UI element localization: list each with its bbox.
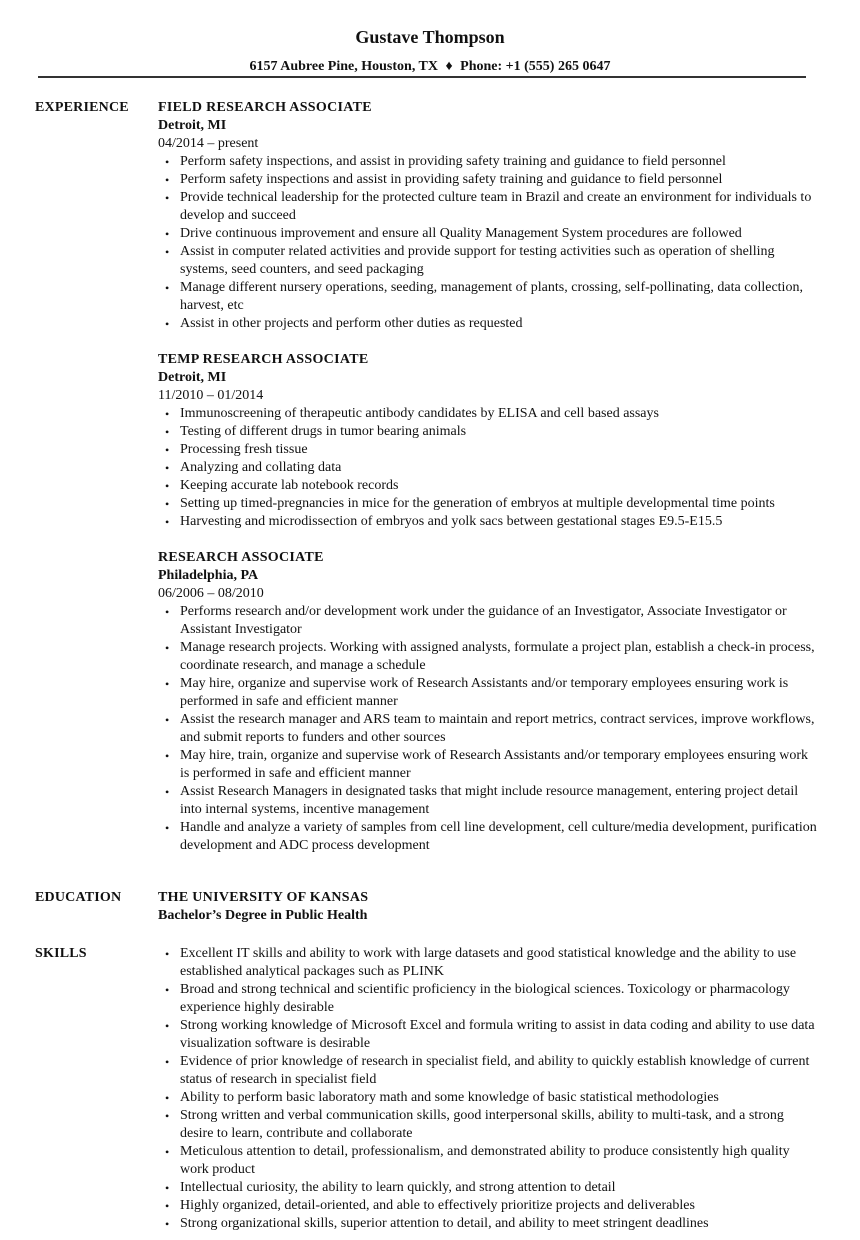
- education-section: [35, 889, 820, 925]
- header-divider: [38, 76, 806, 78]
- section-label-skills: SKILLS: [35, 946, 87, 961]
- job-entry: [158, 351, 820, 531]
- skills-list: [158, 945, 820, 1233]
- job-dates: 06/2006 – 08/2010: [158, 586, 264, 601]
- skill-item: • Strong organizational skills, superior attention to detail, and ability to meet stringent deadlines: [180, 1215, 820, 1233]
- job-location: Detroit, MI: [158, 118, 227, 133]
- job-location: Philadelphia, PA: [158, 568, 259, 583]
- skill-item: • Ability to perform basic laboratory math and some knowledge of basic statistical methodologies: [180, 1089, 820, 1107]
- job-bullets: [158, 603, 820, 855]
- bullet-item: • Immunoscreening of therapeutic antibody candidates by ELISA and cell based assays: [180, 405, 820, 423]
- bullet-item: • Testing of different drugs in tumor bearing animals: [180, 423, 820, 441]
- job-entry: [158, 549, 820, 855]
- bullet-item: • Keeping accurate lab notebook records: [180, 477, 820, 495]
- resume-name: Gustave Thompson: [355, 27, 505, 47]
- education-body: [158, 889, 820, 925]
- bullet-item: • Processing fresh tissue: [180, 441, 820, 459]
- skill-item: • Evidence of prior knowledge of research in specialist field, and ability to quickly establish knowledge of current status of research in specialist field: [180, 1053, 820, 1089]
- skill-item: • Broad and strong technical and scientific proficiency in the biological sciences. Toxicology or pharmacology experience highly desirable: [180, 981, 820, 1017]
- skill-item: • Strong written and verbal communication skills, good interpersonal skills, ability to multi-task, and a strong desire to learn, contribute and collaborate: [180, 1107, 820, 1143]
- contact-line: [0, 58, 860, 76]
- job-location: Detroit, MI: [158, 370, 227, 385]
- experience-body: [158, 99, 820, 855]
- skill-item: • Intellectual curiosity, the ability to learn quickly, and strong attention to detail: [180, 1179, 820, 1197]
- bullet-item: • Drive continuous improvement and ensure all Quality Management System procedures are followed: [180, 225, 820, 243]
- job-title: TEMP RESEARCH ASSOCIATE: [158, 352, 369, 367]
- skills-body: [158, 945, 820, 1233]
- skills-section: [35, 945, 820, 1233]
- bullet-item: • Assist the research manager and ARS team to maintain and report metrics, contract services, improve workflows, and submit reports to funders and other sources: [180, 711, 820, 747]
- job-entry: [158, 99, 820, 333]
- bullet-item: • Assist Research Managers in designated tasks that might include resource management, entering project detail into internal systems, incentive management: [180, 783, 820, 819]
- skill-item: • Highly organized, detail-oriented, and able to effectively prioritize projects and deliverables: [180, 1197, 820, 1215]
- job-dates: 04/2014 – present: [158, 136, 259, 151]
- bullet-item: • Assist in computer related activities and provide support for testing activities such as operation of shelling systems, seed counters, and seed packaging: [180, 243, 820, 279]
- section-label-experience: EXPERIENCE: [35, 100, 129, 115]
- bullet-item: • Manage research projects. Working with assigned analysts, formulate a project plan, establish a check-in process, coordinate research, and manage a schedule: [180, 639, 820, 675]
- bullet-item: • Performs research and/or development work under the guidance of an Investigator, Associate Investigator or Assistant Investigator: [180, 603, 820, 639]
- section-label-education: EDUCATION: [35, 890, 122, 905]
- bullet-item: • May hire, organize and supervise work of Research Assistants and/or temporary employees ensuring work is performed in safe and efficient manner: [180, 675, 820, 711]
- address: 6157 Aubree Pine, Houston, TX: [249, 59, 439, 74]
- bullet-item: • Perform safety inspections and assist in providing safety training and guidance to field personnel: [180, 171, 820, 189]
- phone: Phone: +1 (555) 265 0647: [460, 59, 611, 74]
- degree: Bachelor’s Degree in Public Health: [158, 908, 368, 923]
- skill-item: • Strong working knowledge of Microsoft Excel and formula writing to assist in data coding and ability to use data visualization software is desirable: [180, 1017, 820, 1053]
- school-name: THE UNIVERSITY OF KANSAS: [158, 890, 369, 905]
- experience-section: [35, 99, 820, 873]
- job-dates: 11/2010 – 01/2014: [158, 388, 264, 403]
- job-bullets: [158, 153, 820, 333]
- bullet-item: • Manage different nursery operations, seeding, management of plants, crossing, self-pollinating, data collection, harvest, etc: [180, 279, 820, 315]
- bullet-item: • Handle and analyze a variety of samples from cell line development, cell culture/media development, purification development and ADC process development: [180, 819, 820, 855]
- bullet-item: • Setting up timed-pregnancies in mice for the generation of embryos at multiple developmental time points: [180, 495, 820, 513]
- bullet-item: • Assist in other projects and perform other duties as requested: [180, 315, 820, 333]
- bullet-item: • Harvesting and microdissection of embryos and yolk sacs between gestational stages E9.5-E15.5: [180, 513, 820, 531]
- job-title: RESEARCH ASSOCIATE: [158, 550, 324, 565]
- skill-item: • Meticulous attention to detail, professionalism, and demonstrated ability to produce consistently high quality work product: [180, 1143, 820, 1179]
- bullet-item: • Perform safety inspections, and assist in providing safety training and guidance to field personnel: [180, 153, 820, 171]
- bullet-item: • May hire, train, organize and supervise work of Research Assistants and/or temporary employees ensuring work is performed in safe and efficient manner: [180, 747, 820, 783]
- diamond-icon: ♦: [445, 59, 453, 74]
- job-bullets: [158, 405, 820, 531]
- bullet-item: • Provide technical leadership for the protected culture team in Brazil and create an environment for individuals to develop and succeed: [180, 189, 820, 225]
- skill-item: • Excellent IT skills and ability to work with large datasets and good statistical knowledge and the ability to use established analytical packages such as PLINK: [180, 945, 820, 981]
- job-title: FIELD RESEARCH ASSOCIATE: [158, 100, 372, 115]
- bullet-item: • Analyzing and collating data: [180, 459, 820, 477]
